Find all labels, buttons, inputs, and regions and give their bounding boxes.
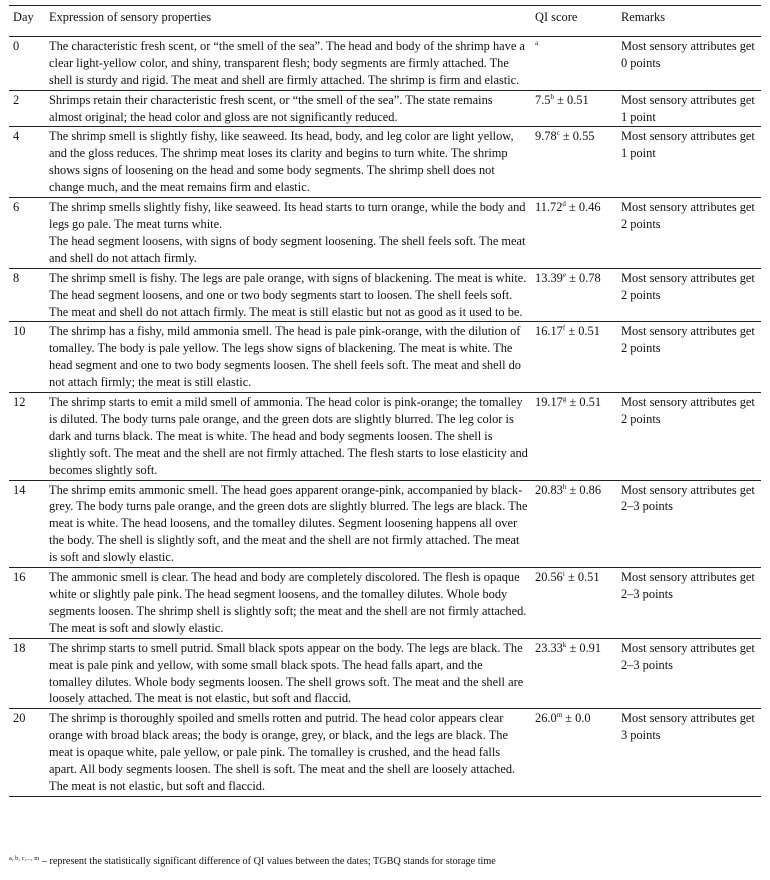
- qi-std-dev: ± 0.46: [565, 200, 601, 215]
- remarks-cell: Most sensory attributes get 2 points: [617, 198, 761, 269]
- qi-score-cell: [531, 198, 617, 269]
- expression-text: The shrimp smells slightly fishy, like seaweed. Its head starts to turn orange, while the body and legs go pale. The meat turns white. The head segment loosens, with signs of body segment loosening. The shell feels soft. The meat and shell do not attach firmly.: [49, 200, 526, 265]
- qi-significance-letter: a: [535, 38, 539, 47]
- qi-score-cell: [531, 127, 617, 198]
- expression-text: The shrimp emits ammonic smell. The head goes apparent orange-pink, accompanied by black-grey. The body turns pale orange, and the green dots are slightly blurred. The legs are black. The meat is white. The head loosens, and the tomalley dilutes. Segment loosening happens all over the body. The shell is slightly soft, and the meat and the shell are not firmly attached. The meat is soft and slowly elastic.: [49, 482, 528, 565]
- table-row: [9, 268, 761, 322]
- expression-text: The characteristic fresh scent, or “the smell of the sea”. The head and body of the shrimp have a clear light-yellow color, and shiny, transparent flesh; body segments are firmly attached. The shell is sturdy and rigid. The meat and shell are firmly attached. The shrimp is firm and elastic.: [49, 38, 525, 87]
- expression-cell: [45, 709, 531, 797]
- expression-text: The shrimp starts to emit a mild smell of ammonia. The head color is pink-orange; the tomalley is diluted. The body turns pale orange, and the green dots are slightly blurred. The leg color is dark and turns black. The meat is white. The head and body segments loosen. The shell is slightly soft. The meat and the shell are not firmly attached. The flesh starts to lose elasticity and becomes slightly soft.: [49, 395, 528, 477]
- qi-significance-letter: k: [562, 640, 567, 649]
- qi-std-dev: ± 0.91: [566, 640, 602, 655]
- remarks-cell: Most sensory attributes get 2–3 points: [617, 568, 761, 639]
- expression-text: The shrimp starts to smell putrid. Small black spots appear on the body. The legs are black. The meat is pale pink and yellow, with some small black spots. The head falls apart, and the tomalley dilutes. Whole body segments loosen. The shell grows soft. The meat and the shell are loosely attached. The meat is not elastic, but soft and flaccid.: [49, 640, 524, 706]
- qi-significance-letter: h: [562, 482, 567, 491]
- qi-value: 23.33: [535, 640, 563, 655]
- expression-text: The shrimp has a fishy, mild ammonia smell. The head is pale pink-orange, with the dilution of tomalley. The body is pale yellow. The legs show signs of blackening. The meat is white. The head segment and one to two body segments loosen. The shell feels soft. The meat and shell do not attach firmly; the meat is still elastic.: [49, 324, 522, 390]
- table-row: [9, 90, 761, 127]
- footnote-superscripts: a, b, c,..., m: [9, 855, 40, 862]
- header-remarks: Remarks: [617, 6, 761, 37]
- qi-score-cell: [531, 36, 617, 90]
- qi-score-cell: [531, 480, 617, 568]
- table-body: [9, 36, 761, 796]
- table-row: [9, 198, 761, 269]
- qi-std-dev: ± 0.78: [566, 270, 601, 285]
- qi-score-cell: [531, 709, 617, 797]
- remarks-cell: Most sensory attributes get 2–3 points: [617, 638, 761, 709]
- expression-cell: [45, 638, 531, 709]
- remarks-cell: Most sensory attributes get 2 points: [617, 322, 761, 393]
- qi-value: 7.5: [535, 92, 551, 107]
- table-footnote: [9, 855, 496, 869]
- day-cell: 6: [9, 198, 45, 269]
- header-expression: Expression of sensory properties: [45, 6, 531, 37]
- remarks-cell: Most sensory attributes get 1 point: [617, 90, 761, 127]
- qi-value: 16.17: [535, 324, 563, 339]
- day-cell: 16: [9, 568, 45, 639]
- day-cell: 2: [9, 90, 45, 127]
- qi-significance-letter: m: [556, 711, 563, 720]
- qi-significance-letter: f: [562, 324, 566, 333]
- day-cell: 14: [9, 480, 45, 568]
- remarks-cell: Most sensory attributes get 2–3 points: [617, 480, 761, 568]
- remarks-cell: Most sensory attributes get 3 points: [617, 709, 761, 797]
- qi-std-dev: ± 0.51: [554, 92, 589, 107]
- day-cell: 18: [9, 638, 45, 709]
- table-row: [9, 568, 761, 639]
- header-row: [9, 6, 761, 37]
- expression-cell: [45, 480, 531, 568]
- qi-significance-letter: i: [562, 570, 565, 579]
- qi-value: 19.17: [535, 395, 563, 410]
- expression-text: The shrimp smell is fishy. The legs are pale orange, with signs of blackening. The meat is white. The head segment loosens, and one or two body segments start to loosen. The shell feels soft. The meat and shell do not attach firmly. The meat is still elastic but not as good as it used to be.: [49, 270, 527, 319]
- remarks-cell: Most sensory attributes get 2 points: [617, 268, 761, 322]
- expression-text: The shrimp smell is slightly fishy, like seaweed. Its head, body, and leg color are light yellow, and the gloss reduces. The shrimp meat loses its clarity and begins to turn white. The shrimp shows signs of loosening on the head and some body segments. The shrimp shell does not change much, and the meat remains firm and elastic.: [49, 129, 514, 195]
- footnote-text: – represent the statistically significant difference of QI values between the dates; TGBQ stands for storage time: [39, 856, 496, 867]
- qi-std-dev: ± 0.51: [566, 395, 602, 410]
- day-cell: 0: [9, 36, 45, 90]
- table-row: [9, 322, 761, 393]
- qi-std-dev: ± 0.51: [564, 570, 600, 585]
- qi-value: 9.78: [535, 129, 557, 144]
- qi-score-cell: [531, 568, 617, 639]
- expression-cell: [45, 36, 531, 90]
- qi-score-cell: [531, 322, 617, 393]
- qi-std-dev: ± 0.55: [559, 129, 595, 144]
- day-cell: 10: [9, 322, 45, 393]
- expression-cell: [45, 393, 531, 481]
- sensory-properties-table: [9, 5, 761, 797]
- expression-cell: [45, 198, 531, 269]
- day-cell: 4: [9, 127, 45, 198]
- remarks-cell: Most sensory attributes get 0 points: [617, 36, 761, 90]
- qi-value: 26.0: [535, 711, 557, 726]
- qi-score-cell: [531, 393, 617, 481]
- qi-std-dev: ± 0.51: [565, 324, 600, 339]
- qi-std-dev: ± 0.86: [566, 482, 602, 497]
- remarks-cell: Most sensory attributes get 2 points: [617, 393, 761, 481]
- qi-value: 13.39: [535, 270, 563, 285]
- expression-text: The ammonic smell is clear. The head and body are completely discolored. The flesh is opaque white or slightly pale pink. The head segment loosens, and the tomalley dilutes. Whole body segments loosen. The shrimp shell is slightly soft; the meat and the shell are not firmly attached. The meat is soft and slowly elastic.: [49, 570, 527, 635]
- header-qi-score: QI score: [531, 6, 617, 37]
- qi-score-cell: [531, 90, 617, 127]
- qi-score-cell: [531, 638, 617, 709]
- remarks-cell: Most sensory attributes get 1 point: [617, 127, 761, 198]
- expression-cell: [45, 322, 531, 393]
- qi-significance-letter: b: [550, 92, 554, 101]
- day-cell: 12: [9, 393, 45, 481]
- qi-value: 11.72: [535, 200, 563, 215]
- table-header: [9, 6, 761, 37]
- qi-significance-letter: e: [562, 270, 566, 279]
- table-row: [9, 638, 761, 709]
- qi-significance-letter: d: [562, 200, 566, 209]
- expression-cell: [45, 90, 531, 127]
- table-row: [9, 393, 761, 481]
- qi-std-dev: ± 0.0: [562, 711, 591, 726]
- qi-score-cell: [531, 268, 617, 322]
- expression-text: The shrimp is thoroughly spoiled and smells rotten and putrid. The head color appears clear orange with broad black areas; the body is orange, grey, or black, and the legs are black. The meat is opaque white, pale yellow, or pale pink. The tomalley is crushed, and the head falls apart. All body segments loosen. The shell is soft. The meat and the shell are loosely attached. The meat is not elastic, but soft and flaccid.: [49, 711, 516, 793]
- day-cell: 20: [9, 709, 45, 797]
- qi-significance-letter: g: [562, 395, 567, 404]
- header-day: Day: [9, 6, 45, 37]
- table-row: [9, 36, 761, 90]
- qi-significance-letter: c: [556, 129, 560, 138]
- expression-cell: [45, 568, 531, 639]
- day-cell: 8: [9, 268, 45, 322]
- expression-cell: [45, 268, 531, 322]
- qi-value: 20.83: [535, 482, 563, 497]
- qi-value: 20.56: [535, 570, 563, 585]
- table-row: [9, 709, 761, 797]
- table-row: [9, 127, 761, 198]
- expression-cell: [45, 127, 531, 198]
- expression-text: Shrimps retain their characteristic fresh scent, or “the smell of the sea”. The state remains almost original; the head color and gloss are not significantly reduced.: [49, 92, 493, 124]
- table-row: [9, 480, 761, 568]
